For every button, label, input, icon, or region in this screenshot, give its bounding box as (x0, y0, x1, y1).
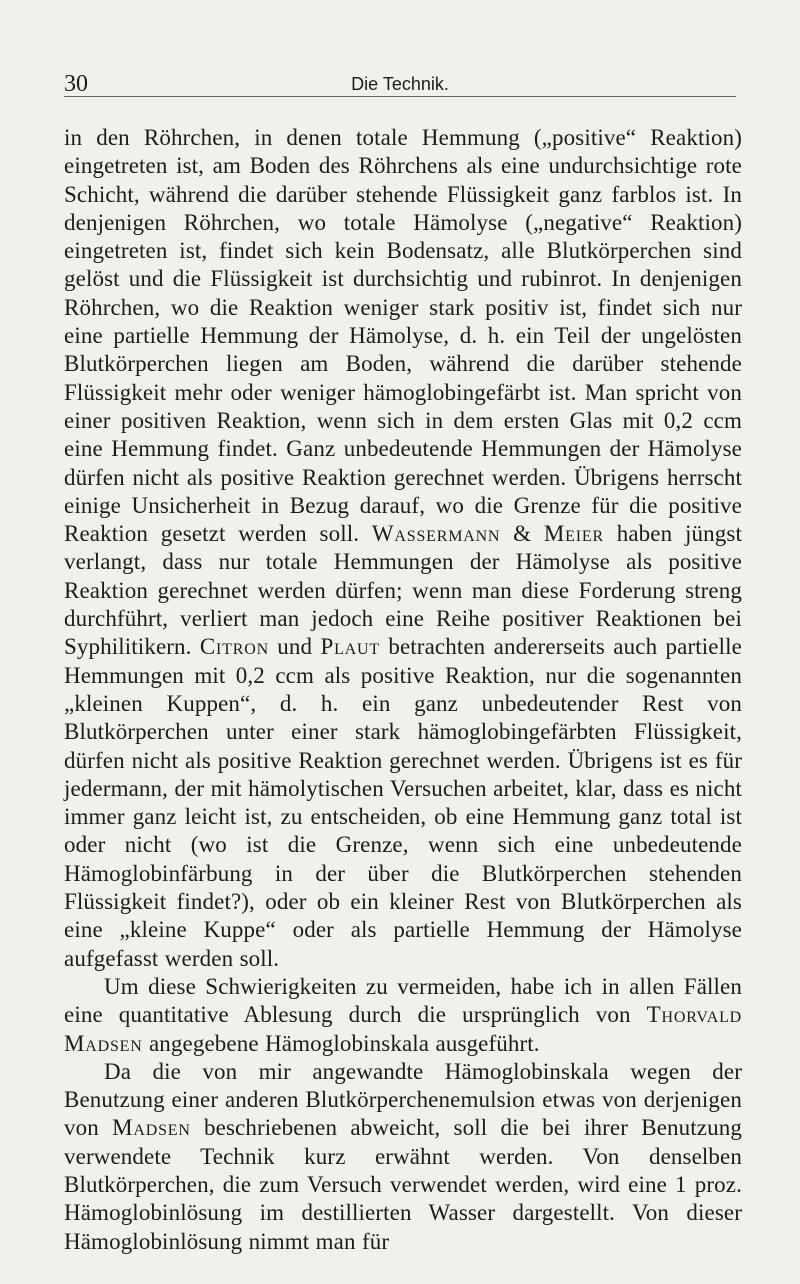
author-name: Madsen (112, 1115, 191, 1141)
paragraph (64, 1058, 742, 1256)
text-run: & (500, 521, 544, 547)
paragraph (64, 973, 742, 1058)
text-run: Um diese Schwierigkeiten zu vermeiden, habe ich in allen Fällen eine quantitative Ablesung durch die ursprünglich von (64, 973, 742, 1028)
author-name: Plaut (320, 634, 380, 660)
text-run: haben jüngst verlangt, dass nur totale Hemmungen der Hämolyse als positive Reaktion gerechnet werden dürfen; wenn man diese Forderung streng durchführt, verliert man jedoch eine Reihe positiver Reaktionen bei Syphilitikern. (64, 521, 742, 660)
text-run: angegebene Hämoglobinskala ausgeführt. (142, 1030, 540, 1056)
running-title: Die Technik. (351, 74, 449, 94)
author-name: Meier (543, 521, 604, 547)
body-text (64, 124, 742, 1256)
text-run: in den Röhrchen, in denen totale Hemmung („positive“ Reaktion) eingetreten ist, am Boden des Röhrchens als eine undurchsichtige rote Schicht, während die darüber stehende Flüssigkeit ganz farblos ist. In denjenigen Röhrchen, wo totale Hämolyse („negative“ Reaktion) eingetreten ist, findet sich kein Bodensatz, alle Blutkörperchen sind gelöst und die Flüssigkeit ist durchsichtig und rubinrot. In denjenigen Röhrchen, wo die Reaktion weniger stark positiv ist, findet sich nur eine partielle Hemmung der Hämolyse, d. h. ein Teil der ungelösten Blutkörperchen liegen am Boden, während die darüber stehende Flüssigkeit mehr oder weniger hämoglobingefärbt ist. Man spricht von einer positiven Reaktion, wenn sich in dem ersten Glas mit 0,2 ccm eine Hemmung findet. Ganz unbedeutende Hemmungen der Hämolyse dürfen nicht als positive Reaktion gerechnet werden. Übrigens herrscht einige Unsicherheit in Bezug darauf, wo die Grenze für die positive Reaktion gesetzt werden soll. (64, 125, 742, 547)
author-name: Thorvald Madsen (64, 1002, 742, 1056)
text-run: betrachten andererseits auch partielle Hemmungen mit 0,2 ccm als positive Reaktion, nur die sogenannten „kleinen Kuppen“, d. h. ein ganz unbedeutender Rest von Blutkörperchen unter einer stark hämoglobingefärbten Flüssigkeit, dürfen nicht als positive Reaktion gerechnet werden. Übrigens ist es für jedermann, der mit hämolytischen Versuchen arbeitet, klar, dass es nicht immer ganz leicht ist, zu entscheiden, ob eine Hemmung ganz total ist oder nicht (wo ist die Grenze, wenn sich eine unbedeutende Hämoglobinfärbung in der über die Blutkörperchen stehenden Flüssigkeit findet?), oder ob ein kleiner Rest von Blutkörperchen als eine „kleine Kuppe“ oder als partielle Hemmung der Hämolyse aufgefasst werden soll. (64, 634, 742, 971)
author-name: Wassermann (371, 521, 501, 547)
page-number: 30 (64, 71, 88, 97)
text-run: und (268, 634, 321, 660)
author-name: Citron (199, 634, 269, 660)
paragraph (64, 124, 742, 973)
text-run: Da die von mir angewandte Hämoglobinskala wegen der Benutzung einer anderen Blutkörperchenemulsion etwas von derjenigen von (64, 1058, 742, 1141)
text-run: beschriebenen abweicht, soll die bei ihrer Benutzung verwendete Technik kurz erwähnt werden. Von denselben Blutkörperchen, die zum Versuch verwendet werden, wird eine 1 proz. Hämoglobinlösung im destillierten Wasser dargestellt. Von dieser Hämoglobinlösung nimmt man für (64, 1115, 742, 1254)
running-header (64, 60, 736, 97)
